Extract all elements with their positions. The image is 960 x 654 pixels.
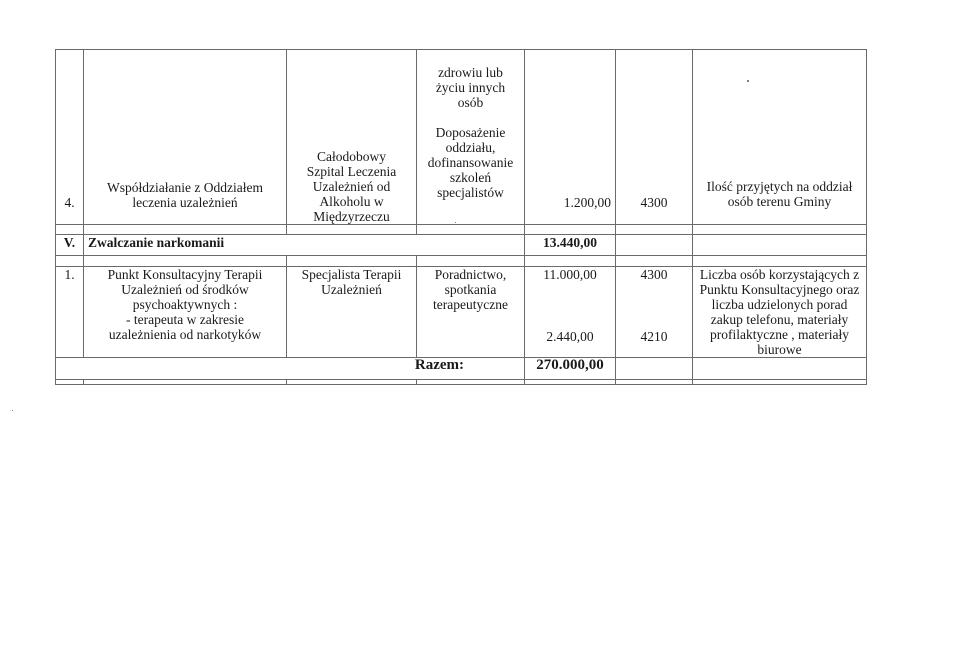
empty-cell (616, 235, 693, 256)
table-row-gap (56, 225, 867, 235)
gap-cell (693, 256, 867, 267)
budget-table (55, 49, 867, 385)
gap-cell (616, 380, 693, 385)
indicator-cell: Liczba osób korzystających z Punktu Konsultacyjnego oraz liczba udzielonych porad zakup telefonu, materiały profilaktyczne , materiały biurowe (693, 267, 867, 358)
total-amount-cell: 270.000,00 (525, 358, 616, 380)
code-values (618, 267, 690, 351)
action-text: Doposażenie oddziału, dofinansowanie szkoleń specjalistów (427, 125, 514, 200)
empty-cell (616, 358, 693, 380)
row-number: 4. (64, 195, 75, 210)
amount-value-2: 2.440,00 (546, 329, 594, 344)
row-number-cell (56, 50, 84, 225)
gap-cell (417, 225, 525, 235)
task-cell: Punkt Konsultacyjny Terapii Uzależnień od środków psychoaktywnych : - terapeuta w zakresie uzależnienia od narkotyków (84, 267, 287, 358)
gap-cell (56, 256, 84, 267)
gap-cell (84, 380, 287, 385)
section-number-cell: V. (56, 235, 84, 256)
amount-cell: 1.200,00 (525, 50, 616, 225)
amount-values (527, 267, 613, 351)
gap-cell (525, 256, 616, 267)
code-value-2: 4210 (640, 329, 668, 344)
table-row-item-4 (56, 50, 867, 225)
table-row-item-1 (56, 267, 867, 358)
gap-cell (525, 380, 616, 385)
action-continuation-text: zdrowiu lub życiu innych osób (435, 65, 506, 110)
indicator-cell (693, 50, 867, 225)
amount-value-1: 11.000,00 (543, 267, 597, 282)
indicator-text: Ilość przyjętych na oddział osób terenu Gminy (706, 179, 853, 209)
empty-cell (693, 358, 867, 380)
scan-speck (12, 410, 13, 411)
gap-cell (287, 256, 417, 267)
code-value-1: 4300 (640, 267, 668, 282)
code-cell (616, 267, 693, 358)
action-cell (417, 50, 525, 225)
table-row-section-v (56, 235, 867, 256)
total-label-cell: Razem: (56, 358, 525, 380)
gap-cell (525, 225, 616, 235)
gap-cell (287, 225, 417, 235)
gap-cell (84, 256, 287, 267)
table-row-tail (56, 380, 867, 385)
indicator-spacer (695, 119, 864, 164)
table-row-spacer (56, 256, 867, 267)
table-row-total (56, 358, 867, 380)
gap-cell (56, 225, 84, 235)
scan-speck (747, 80, 749, 82)
gap-cell (417, 256, 525, 267)
gap-cell (287, 380, 417, 385)
entity-cell: Specjalista Terapii Uzależnień (287, 267, 417, 358)
row-number-cell: 1. (56, 267, 84, 358)
empty-cell (693, 235, 867, 256)
action-cell: Poradnictwo, spotkania terapeutyczne (417, 267, 525, 358)
gap-cell (56, 380, 84, 385)
gap-cell (84, 225, 287, 235)
entity-cell: Całodobowy Szpital Leczenia Uzależnień od Alkoholu w Międzyrzeczu (287, 50, 417, 225)
section-amount-cell: 13.440,00 (525, 235, 616, 256)
gap-cell (693, 380, 867, 385)
gap-cell (616, 256, 693, 267)
code-cell: 4300 (616, 50, 693, 225)
gap-cell (616, 225, 693, 235)
task-cell: Współdziałanie z Oddziałem leczenia uzależnień (84, 50, 287, 225)
gap-cell (693, 225, 867, 235)
gap-cell (417, 380, 525, 385)
scan-speck (455, 222, 456, 223)
amount-cell (525, 267, 616, 358)
section-title-cell: Zwalczanie narkomanii (84, 235, 525, 256)
